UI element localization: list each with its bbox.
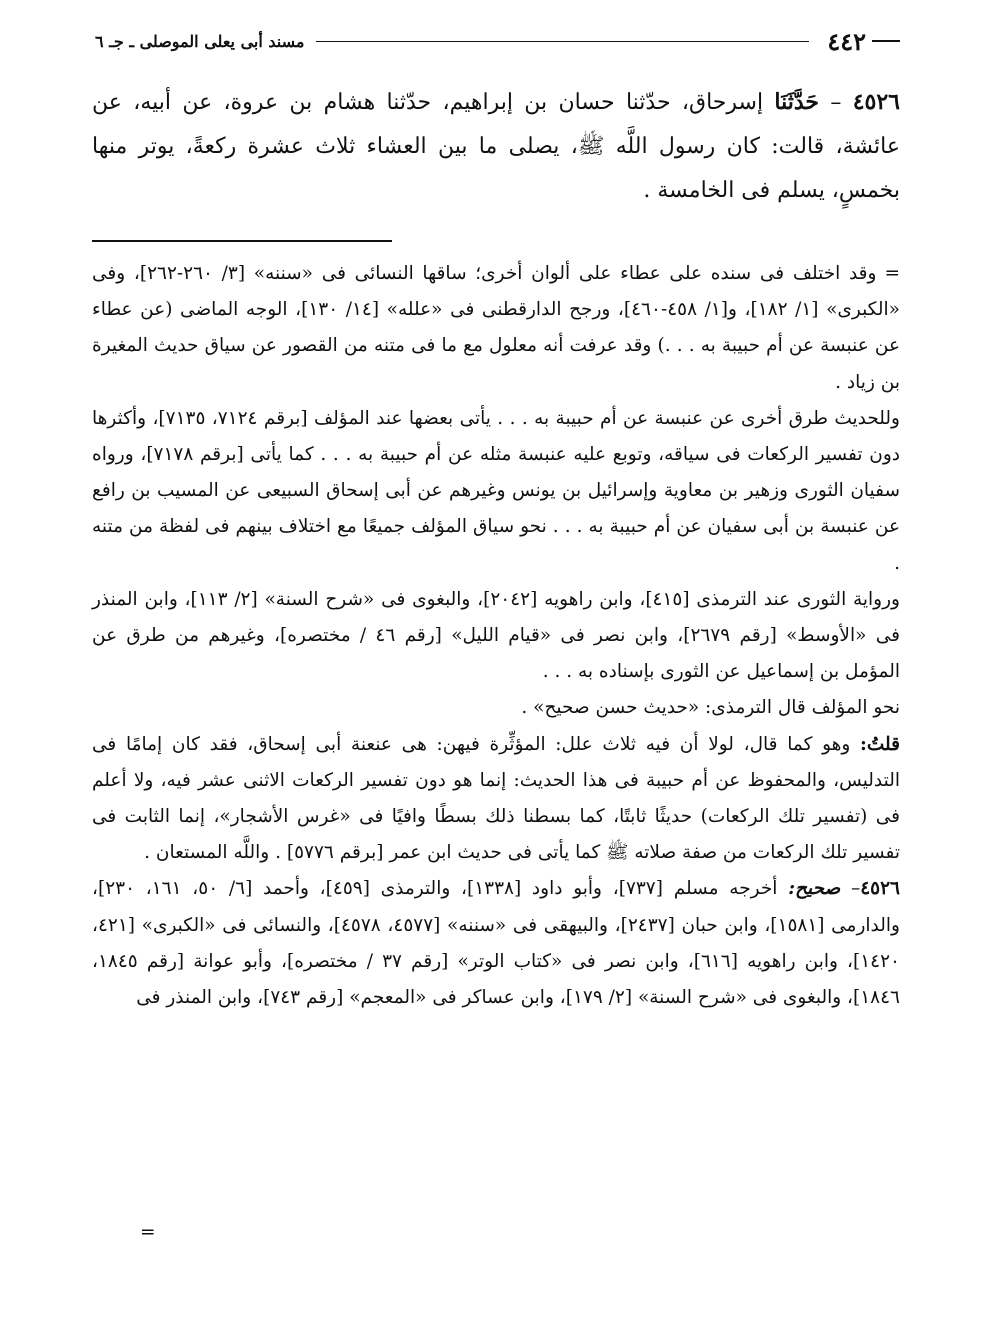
hadith-text (92, 80, 900, 213)
footnote-paragraph-5 (92, 727, 900, 872)
footnote-paragraph-1-text: وقد اختلف فى سنده على عطاء على ألوان أخرى؛ ساقها النسائى فى «سننه» [٣/ ٢٦٠-٢٦٢]، وفى «الكبرى» [١/ ١٨٢]، و[١/ ٤٥٨-٤٦٠]، ورجح الدارقطنى فى «علله» [١٤/ ١٣٠]، الوجه الماضى (عن عطاء عن عنبسة عن أم حبيبة به . . .) وقد عرفت أنه معلول مع ما فى متنه من القصور عن سياق حديث المغيرة بن زياد . (92, 263, 900, 393)
footnote-paragraph-2: وللحديث طرق أخرى عن عنبسة عن أم حبيبة به . . . يأتى بعضها عند المؤلف [برقم ٧١٢٤، ٧١٣٥]، وأكثرها دون تفسير الركعات فى سياقه، وتوبع عليه عنبسة مثله عن أم حبيبة به . . . كما يأتى [برقم ٧١٧٨]، ورواه سفيان الثورى وزهير بن معاوية وإسرائيل بن يونس وغيرهم عن أبى إسحاق السبيعى عن المسيب بن رافع عن عنبسة بن أبى سفيان عن أم حبيبة به . . . نحو سياق المؤلف جميعًا مع اختلاف بينهم فى لفظة من متنه . (92, 407, 900, 574)
footnote-paragraph-4: نحو المؤلف قال الترمذى: «حديث حسن صحيح» . (521, 697, 900, 719)
hadith-body: إسرحاق، حدّثنا حسان بن إبراهيم، حدّثنا هشام بن عروة، عن أبيه، عن عائشة، قالت: كان رسول اللَّه ﷺ، يصلى ما بين العشاء ثلاث عشرة ركعةً، يوتر منها بخمسٍ، يسلم فى الخامسة . (92, 90, 900, 203)
takhrij-number: ٤٥٢٦ (860, 878, 900, 900)
footnote-paragraph-3: ورواية الثورى عند الترمذى [٤١٥]، وابن راهويه [٢٠٤٢]، والبغوى فى «شرح السنة» [٢/ ١١٣]، وابن المنذر فى «الأوسط» [رقم ٢٦٧٩]، وابن نصر فى «قيام الليل» [رقم ٤٦ / مختصره]، وغيرهم من طرق عن المؤمل بن إسماعيل عن الثورى بإسناده به . . . (92, 588, 900, 683)
qultu-lead: قلتُ: (860, 733, 900, 755)
continuation-marker-start: = (884, 263, 900, 284)
takhrij-dash: – (840, 878, 861, 900)
hadith-number: ٤٥٢٦ (852, 89, 900, 115)
footnote-paragraph-1 (92, 256, 900, 401)
hadith-opening: حَدَّثَنَا (774, 89, 820, 115)
hadith-dash: – (819, 90, 853, 115)
footnote-paragraph-6-text: أخرجه مسلم [٧٣٧]، وأبو داود [١٣٣٨]، والترمذى [٤٥٩]، وأحمد [٦/ ٥٠، ١٦١، ٢٣٠]، والدارمى [١٥٨١]، وابن حبان [٢٤٣٧]، والبيهقى فى «سننه» [٤٥٧٧، ٤٥٧٨]، والنسائى فى «الكبرى» [٤٢١، ١٤٢٠]، وابن راهويه [٦١٦]، وابن نصر فى «كتاب الوتر» [رقم ٣٧ / مختصره]، وأبو عوانة [رقم ١٨٤٥، ١٨٤٦]، والبغوى فى «شرح السنة» [٢/ ١٧٩]، وابن عساكر فى «المعجم» [رقم ٧٤٣]، وابن المنذر فى (92, 878, 900, 1009)
footnote-paragraph-5-text: وهو كما قال، لولا أن فيه ثلاث علل: المؤثِّرة فيهن: هى عنعنة أبى إسحاق، فقد كان إمامًا فى التدليس، والمحفوظ عن أم حبيبة فى هذا الحديث: إنما هو دون تفسير الركعات الاثنى عشر فيه، ولا أعلم فى (تفسير تلك الركعات) حديثًا ثابتًا، كما بسطنا ذلك بسطًا وافيًا فى «غرس الأشجار»، إنما الثابت فى تفسير تلك الركعات من صفة صلاته ﷺ كما يأتى فى حديث ابن عمر [برقم ٥٧٧٦] . واللَّه المستعان . (92, 733, 900, 864)
grade-label: صحيح: (788, 878, 841, 900)
continuation-marker-end: = (140, 1222, 156, 1243)
page-header (95, 26, 900, 56)
footnotes (92, 256, 900, 1016)
footnote-paragraph-6 (92, 871, 900, 1016)
book-title: مسند أبى يعلى الموصلى ـ جـ ٦ (95, 31, 305, 51)
footnote-separator (92, 240, 392, 242)
header-rule (316, 41, 809, 42)
header-dash (872, 40, 900, 42)
page-number: ٤٤٢ (827, 26, 866, 56)
